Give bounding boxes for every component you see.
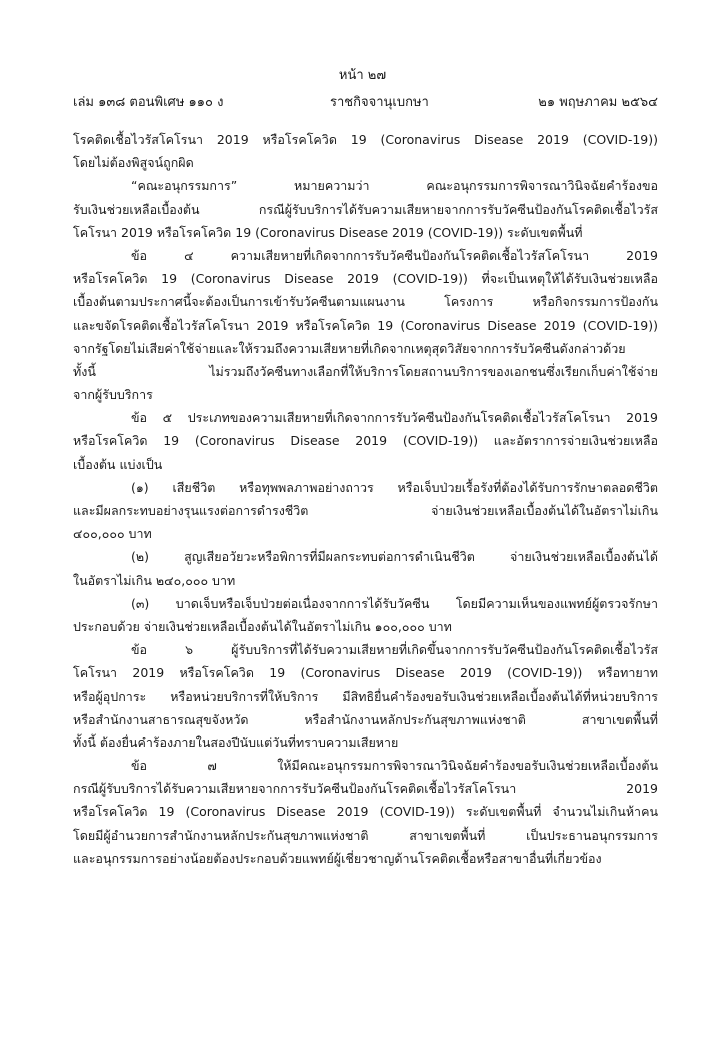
page-number: หน้า ๒๗ [338, 68, 387, 83]
item-1-line: (๑) เสียชีวิต หรือทุพพลภาพอย่างถาวร หรือเจ็บป่วยเรื้อรังที่ต้องได้รับการรักษาตลอดชีวิต [131, 479, 658, 495]
document-body [73, 128, 658, 870]
text-line: ๔๐๐,๐๐๐ บาท [73, 526, 152, 542]
gazette-header [73, 93, 658, 113]
text-line: หรือสำนักงานสาธารณสุขจังหวัด หรือสำนักงานหลักประกันสุขภาพแห่งชาติ สาขาเขตพื้นที่ [73, 711, 658, 727]
text-line: ทั้งนี้ ต้องยื่นคำร้องภายในสองปีนับแต่วันที่ทราบความเสียหาย [73, 734, 399, 750]
text-line: เบื้องต้น แบ่งเป็น [73, 456, 163, 472]
text-line: โดยไม่ต้องพิสูจน์ถูกผิด [73, 155, 194, 171]
publication-date: ๒๑ พฤษภาคม ๒๕๖๔ [538, 95, 658, 110]
text-line: โคโรนา 2019 หรือโรคโควิด 19 (Coronavirus Disease 2019 (COVID-19)) หรือทายาท [73, 665, 658, 681]
text-line: กรณีผู้รับบริการได้รับความเสียหายจากการรับวัคซีนป้องกันโรคติดเชื้อไวรัสโคโรนา 2019 [73, 781, 658, 797]
item-3-line: (๓) บาดเจ็บหรือเจ็บป่วยต่อเนื่องจากการได้รับวัคซีน โดยมีความเห็นของแพทย์ผู้ตรวจรักษา [131, 595, 658, 611]
clause-5-heading-line: ข้อ ๕ ประเภทของความเสียหายที่เกิดจากการรับวัคซีนป้องกันโรคติดเชื้อไวรัสโคโรนา 2019 [131, 410, 658, 426]
clause-4-heading-line: ข้อ ๔ ความเสียหายที่เกิดจากการรับวัคซีนป้องกันโรคติดเชื้อไวรัสโคโรนา 2019 [131, 247, 658, 263]
text-line: จากรัฐโดยไม่เสียค่าใช้จ่ายและให้รวมถึงความเสียหายที่เกิดจากเหตุสุดวิสัยจากการรับวัคซีนดังกล่าวด้วย [73, 340, 626, 356]
text-line: และมีผลกระทบอย่างรุนแรงต่อการดำรงชีวิต จ่ายเงินช่วยเหลือเบื้องต้นได้ในอัตราไม่เกิน [73, 503, 658, 518]
clause-7-heading-line: ข้อ ๗ ให้มีคณะอนุกรรมการพิจารณาวินิจฉัยคำร้องขอรับเงินช่วยเหลือเบื้องต้น [131, 758, 658, 774]
text-line: หรือโรคโควิด 19 (Coronavirus Disease 2019 (COVID-19)) ระดับเขตพื้นที่ จำนวนไม่เกินห้าคน [73, 804, 658, 820]
item-2-line: (๒) สูญเสียอวัยวะหรือพิการที่มีผลกระทบต่อการดำเนินชีวิต จ่ายเงินช่วยเหลือเบื้องต้นได้ [131, 549, 658, 565]
text-line: โรคติดเชื้อไวรัสโคโรนา 2019 หรือโรคโควิด 19 (Coronavirus Disease 2019 (COVID-19)) [73, 132, 658, 147]
text-line: ประกอบด้วย จ่ายเงินช่วยเหลือเบื้องต้นได้ในอัตราไม่เกิน ๑๐๐,๐๐๐ บาท [73, 618, 452, 634]
gazette-name: ราชกิจจานุเบกษา [330, 95, 429, 110]
text-line: หรือโรคโควิด 19 (Coronavirus Disease 2019 (COVID-19)) ที่จะเป็นเหตุให้ได้รับเงินช่วยเหลือ [73, 271, 658, 287]
text-line: และอนุกรรมการอย่างน้อยต้องประกอบด้วยแพทย์ผู้เชี่ยวชาญด้านโรคติดเชื้อหรือสาขาอื่นที่เกี่ยวข้อง [73, 850, 602, 866]
text-line: โคโรนา 2019 หรือโรคโควิด 19 (Coronavirus Disease 2019 (COVID-19)) ระดับเขตพื้นที่ [73, 224, 583, 240]
text-line: “คณะอนุกรรมการ” หมายความว่า คณะอนุกรรมการพิจารณาวินิจฉัยคำร้องขอ [131, 178, 658, 194]
text-line: เบื้องต้นตามประกาศนี้จะต้องเป็นการเข้ารับวัคซีนตามแผนงาน โครงการ หรือกิจกรรมการป้องกัน [73, 294, 658, 310]
text-line: และขจัดโรคติดเชื้อไวรัสโคโรนา 2019 หรือโรคโควิด 19 (Coronavirus Disease 2019 (COVID-19)) [73, 317, 658, 333]
text-line: หรือโรคโควิด 19 (Coronavirus Disease 2019 (COVID-19)) และอัตราการจ่ายเงินช่วยเหลือ [73, 433, 658, 449]
text-line: ในอัตราไม่เกิน ๒๔๐,๐๐๐ บาท [73, 572, 236, 588]
text-line: จากผู้รับบริการ [73, 387, 153, 403]
text-line: รับเงินช่วยเหลือเบื้องต้น กรณีผู้รับบริการได้รับความเสียหายจากการรับวัคซีนป้องกันโรคติดเชื้อไวรัส [73, 201, 658, 217]
text-line: หรือผู้อุปการะ หรือหน่วยบริการที่ให้บริการ มีสิทธิยื่นคำร้องขอรับเงินช่วยเหลือเบื้องต้นได้ที่หน่วยบริการ [73, 688, 658, 704]
text-line: ทั้งนี้ ไม่รวมถึงวัคซีนทางเลือกที่ให้บริการโดยสถานบริการของเอกชนซึ่งเรียกเก็บค่าใช้จ่าย [73, 363, 658, 379]
volume-issue: เล่ม ๑๓๘ ตอนพิเศษ ๑๑๐ ง [73, 95, 224, 110]
clause-6-heading-line: ข้อ ๖ ผู้รับบริการที่ได้รับความเสียหายที่เกิดขึ้นจากการรับวัคซีนป้องกันโรคติดเชื้อไวรัส [131, 642, 658, 658]
text-line: โดยมีผู้อำนวยการสำนักงานหลักประกันสุขภาพแห่งชาติ สาขาเขตพื้นที่ เป็นประธานอนุกรรมการ [73, 827, 658, 843]
